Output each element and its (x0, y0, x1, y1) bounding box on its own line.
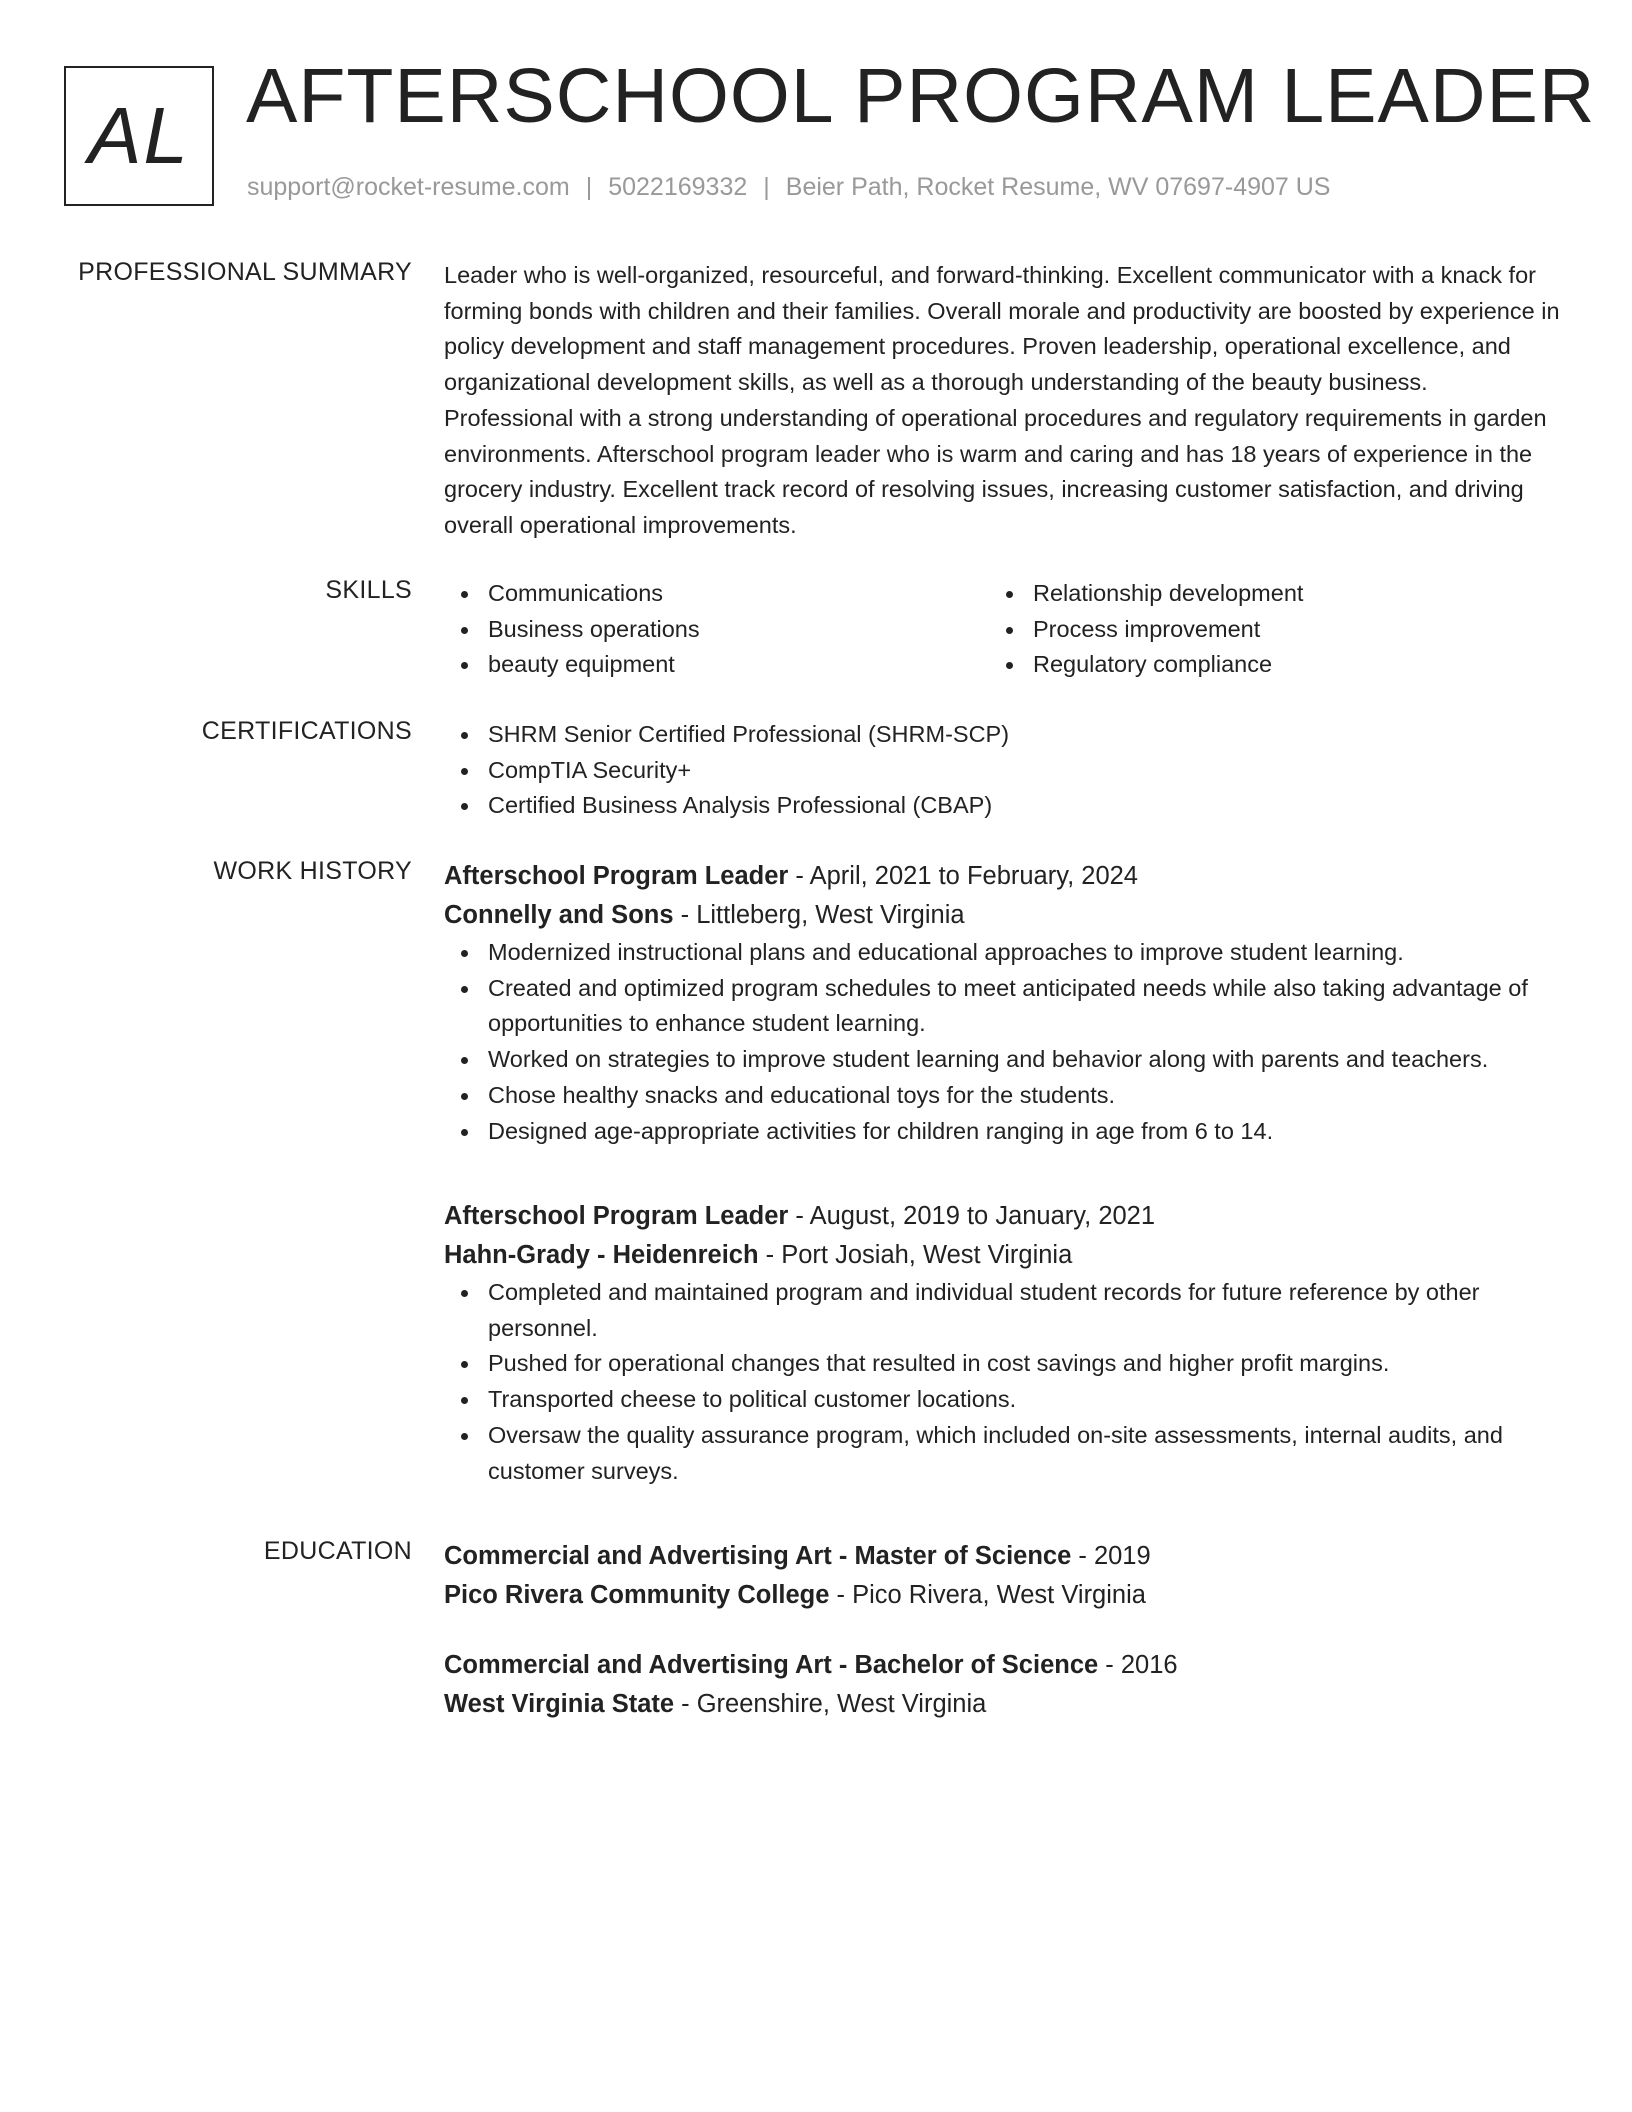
job-bullet: Chose healthy snacks and educational toys for the students. (444, 1078, 1560, 1114)
certifications-list (444, 717, 1560, 824)
job-bullet: Transported cheese to political customer locations. (444, 1382, 1560, 1418)
job-company-line (444, 1236, 1560, 1275)
job-title: Afterschool Program Leader (444, 1202, 789, 1230)
skill-item: beauty equipment (444, 647, 989, 683)
certifications-body (444, 717, 1560, 824)
job-company-line (444, 896, 1560, 935)
monogram-logo: AL (64, 66, 214, 206)
contact-line (247, 173, 1330, 202)
job-dates: - April, 2021 to February, 2024 (788, 862, 1138, 890)
page-title: AFTERSCHOOL PROGRAM LEADER (246, 53, 1596, 139)
job-bullet: Worked on strategies to improve student learning and behavior along with parents and teachers. (444, 1042, 1560, 1078)
job-title-line (444, 857, 1560, 896)
job-location: - Port Josiah, West Virginia (758, 1241, 1073, 1269)
education-degree-line (444, 1646, 1560, 1685)
job-entry (444, 857, 1560, 1149)
section-label-education: EDUCATION (263, 1537, 412, 1565)
contact-email[interactable]: support@rocket-resume.com (247, 173, 570, 201)
education-school: West Virginia State (444, 1690, 675, 1718)
skill-item: Communications (444, 576, 989, 612)
education-location: - Pico Rivera, West Virginia (829, 1581, 1146, 1609)
education-school-line (444, 1685, 1560, 1724)
skill-item: Process improvement (989, 612, 1534, 648)
job-location: - Littleberg, West Virginia (673, 901, 965, 929)
education-entry (444, 1537, 1560, 1615)
section-label-work-history: WORK HISTORY (213, 857, 412, 885)
certification-item: CompTIA Security+ (444, 753, 1560, 789)
job-dates: - August, 2019 to January, 2021 (788, 1202, 1156, 1230)
job-company: Connelly and Sons (444, 901, 674, 929)
job-bullet: Oversaw the quality assurance program, which included on-site assessments, internal audits, and customer surveys. (444, 1418, 1560, 1489)
job-bullet: Modernized instructional plans and educational approaches to improve student learning. (444, 935, 1560, 971)
job-bullet: Created and optimized program schedules to meet anticipated needs while also taking advantage of opportunities to enhance student learning. (444, 971, 1560, 1042)
education-degree: Commercial and Advertising Art - Master of Science (444, 1542, 1072, 1570)
contact-separator: | (585, 173, 593, 201)
summary-text: Leader who is well-organized, resourceful, and forward-thinking. Excellent communicator with a knack for forming bonds with children and their families. Overall morale and productivity are boosted by experience in policy development and staff management procedures. Proven leadership, operational excellence, and organizational development skills, as well as a thorough understanding of the beauty business. Professional with a strong understanding of operational procedures and regulatory requirements in garden environments. Afterschool program leader who is warm and caring and has 18 years of experience in the grocery industry. Excellent track record of resolving issues, increasing customer satisfaction, and driving overall operational improvements. (444, 262, 1560, 538)
summary-body (444, 258, 1560, 544)
education-location: - Greenshire, West Virginia (674, 1690, 987, 1718)
certification-item: Certified Business Analysis Professional (CBAP) (444, 788, 1560, 824)
skills-body (444, 576, 1560, 683)
job-bullet-list (444, 935, 1560, 1149)
education-year: - 2019 (1071, 1542, 1151, 1570)
skills-list-left (444, 576, 989, 683)
education-degree: Commercial and Advertising Art - Bachelor of Science (444, 1651, 1099, 1679)
skill-item: Business operations (444, 612, 989, 648)
section-label-certifications: CERTIFICATIONS (201, 717, 412, 745)
skill-item: Regulatory compliance (989, 647, 1534, 683)
section-label-skills: SKILLS (325, 576, 412, 604)
job-bullet: Pushed for operational changes that resulted in cost savings and higher profit margins. (444, 1346, 1560, 1382)
skills-grid (444, 576, 1560, 683)
education-entry (444, 1646, 1560, 1724)
job-bullet: Completed and maintained program and individual student records for future reference by other personnel. (444, 1275, 1560, 1346)
skills-list-right (989, 576, 1534, 683)
education-degree-line (444, 1537, 1560, 1576)
job-title: Afterschool Program Leader (444, 862, 789, 890)
education-year: - 2016 (1098, 1651, 1178, 1679)
education-school-line (444, 1576, 1560, 1615)
job-title-line (444, 1197, 1560, 1236)
section-label-summary: PROFESSIONAL SUMMARY (78, 258, 412, 286)
contact-address: Beier Path, Rocket Resume, WV 07697-4907 US (785, 173, 1331, 201)
contact-separator: | (763, 173, 770, 201)
job-entry (444, 1197, 1560, 1489)
contact-phone[interactable]: 5022169332 (608, 173, 748, 201)
education-school: Pico Rivera Community College (444, 1581, 830, 1609)
job-bullet: Designed age-appropriate activities for children ranging in age from 6 to 14. (444, 1114, 1560, 1150)
job-bullet-list (444, 1275, 1560, 1489)
skill-item: Relationship development (989, 576, 1534, 612)
certification-item: SHRM Senior Certified Professional (SHRM-SCP) (444, 717, 1560, 753)
job-company: Hahn-Grady - Heidenreich (444, 1241, 759, 1269)
